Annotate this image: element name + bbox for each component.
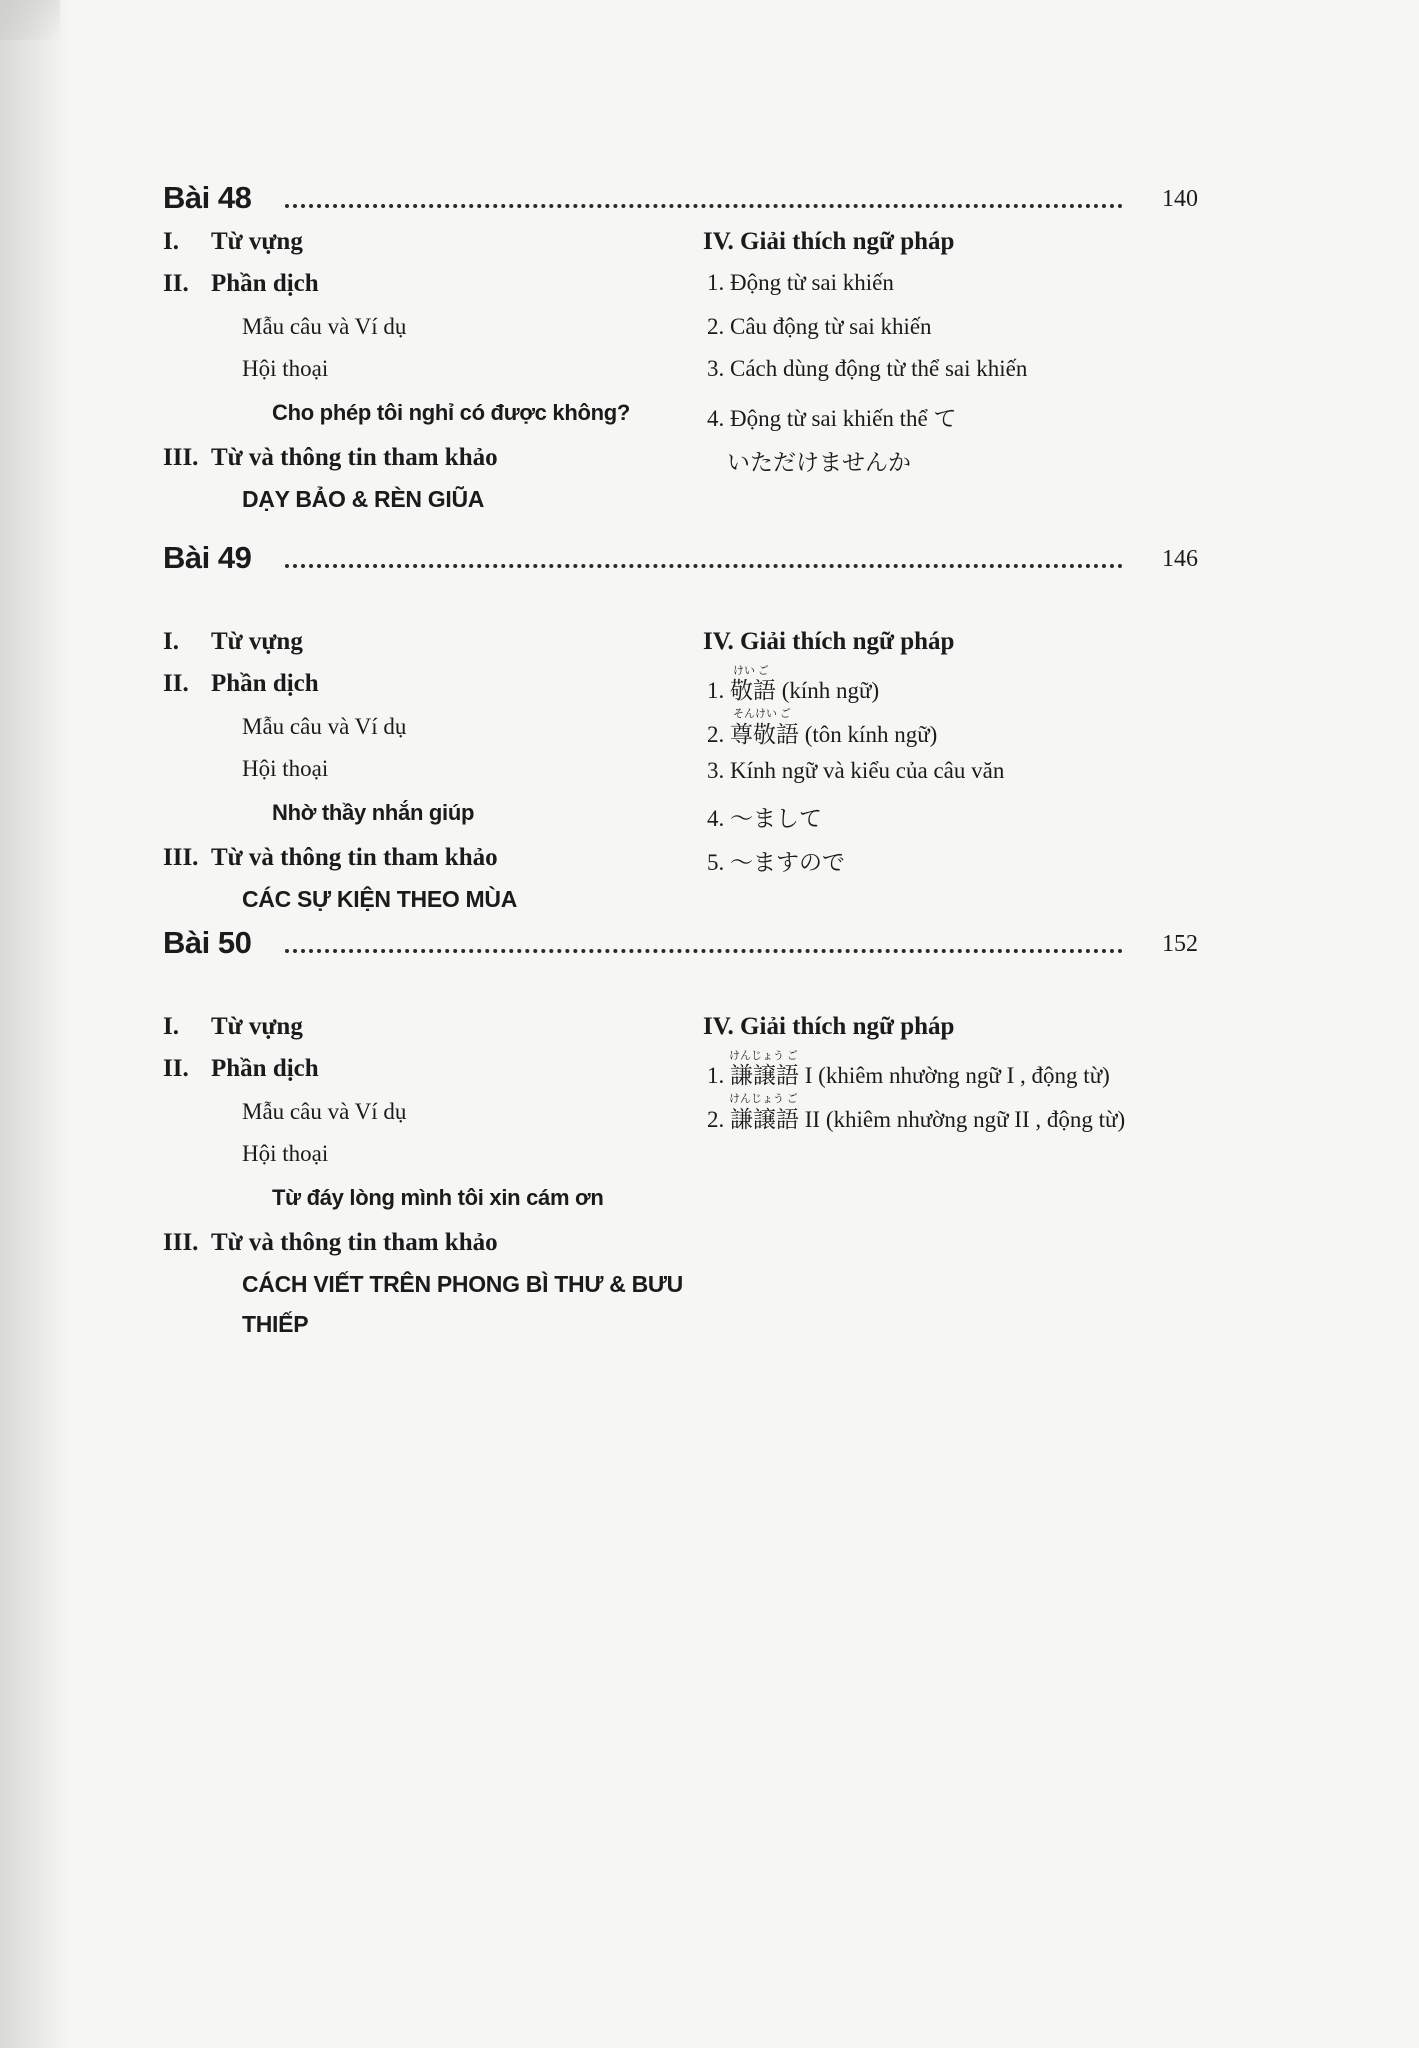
section-translation: II. Phần dịch [163, 670, 319, 697]
subsection-conversation: Hội thoại [242, 756, 329, 781]
subsection-sentence-patterns: Mẫu câu và Ví dụ [242, 314, 407, 339]
furigana: けんじょう ご [729, 1050, 798, 1062]
page-edge-shadow [0, 0, 70, 2048]
dot-leader [285, 204, 1123, 208]
section-vocabulary: I. Từ vựng [163, 628, 303, 655]
subsection-conversation: Hội thoại [242, 356, 329, 381]
conversation-title: Cho phép tôi nghỉ có được không? [272, 400, 631, 425]
grammar-item: 1. Động từ sai khiến [707, 270, 894, 295]
conversation-title: Từ đáy lòng mình tôi xin cám ơn [272, 1185, 604, 1210]
page-number: 146 [1162, 546, 1198, 572]
lesson-header [163, 180, 1198, 222]
reference-title: CÁC SỰ KIỆN THEO MÙA [242, 886, 518, 912]
lesson-48 [163, 180, 1198, 512]
lesson-49 [163, 540, 1198, 912]
lesson-title: Bài 48 [163, 180, 252, 215]
dot-leader [285, 949, 1123, 953]
section-grammar: IV. Giải thích ngữ pháp [703, 628, 955, 655]
section-vocabulary: I. Từ vựng [163, 228, 303, 255]
grammar-item: 5. ～ますので [707, 850, 845, 875]
furigana: そんけい ご [733, 708, 791, 720]
section-grammar: IV. Giải thích ngữ pháp [703, 228, 955, 255]
grammar-item: 4. Động từ sai khiến thể て [707, 406, 957, 431]
reference-title: CÁCH VIẾT TRÊN PHONG BÌ THƯ & BƯU THIẾP [242, 1271, 683, 1337]
section-reference: III. Từ và thông tin tham khảo [163, 1229, 498, 1256]
section-translation: II. Phần dịch [163, 270, 319, 297]
section-grammar: IV. Giải thích ngữ pháp [703, 1013, 955, 1040]
grammar-item: 1. 敬語 (kính ngữ) [707, 678, 880, 703]
furigana: けんじょう ご [729, 1093, 798, 1105]
lesson-header [163, 540, 1198, 582]
grammar-item: 3. Cách dùng động từ thể sai khiến [707, 356, 1028, 381]
subsection-conversation: Hội thoại [242, 1141, 329, 1166]
grammar-item: 2. Câu động từ sai khiến [707, 314, 932, 339]
grammar-item: 2. 尊敬語 (tôn kính ngữ) [707, 722, 938, 747]
page-corner [0, 0, 60, 40]
grammar-item: 4. ～まして [707, 806, 822, 831]
page-number: 140 [1162, 186, 1198, 212]
section-reference: III. Từ và thông tin tham khảo [163, 844, 498, 871]
lesson-50 [163, 925, 1198, 1337]
grammar-item: いただけませんか [727, 450, 911, 475]
page-number: 152 [1162, 931, 1198, 957]
dot-leader [285, 564, 1123, 568]
section-translation: II. Phần dịch [163, 1055, 319, 1082]
grammar-item: 1. 謙譲語 I (khiêm nhường ngữ I , động từ) [707, 1063, 1110, 1088]
lesson-header [163, 925, 1198, 967]
grammar-item: 2. 謙譲語 II (khiêm nhường ngữ II , động từ) [707, 1107, 1126, 1132]
reference-title: DẠY BẢO & RÈN GIŨA [242, 486, 485, 512]
conversation-title: Nhờ thầy nhắn giúp [272, 800, 475, 825]
lesson-title: Bài 49 [163, 540, 252, 575]
subsection-sentence-patterns: Mẫu câu và Ví dụ [242, 714, 407, 739]
section-reference: III. Từ và thông tin tham khảo [163, 444, 498, 471]
subsection-sentence-patterns: Mẫu câu và Ví dụ [242, 1099, 407, 1124]
lesson-title: Bài 50 [163, 925, 252, 960]
section-vocabulary: I. Từ vựng [163, 1013, 303, 1040]
grammar-item: 3. Kính ngữ và kiểu của câu văn [707, 758, 1005, 783]
furigana: けい ご [733, 665, 769, 677]
